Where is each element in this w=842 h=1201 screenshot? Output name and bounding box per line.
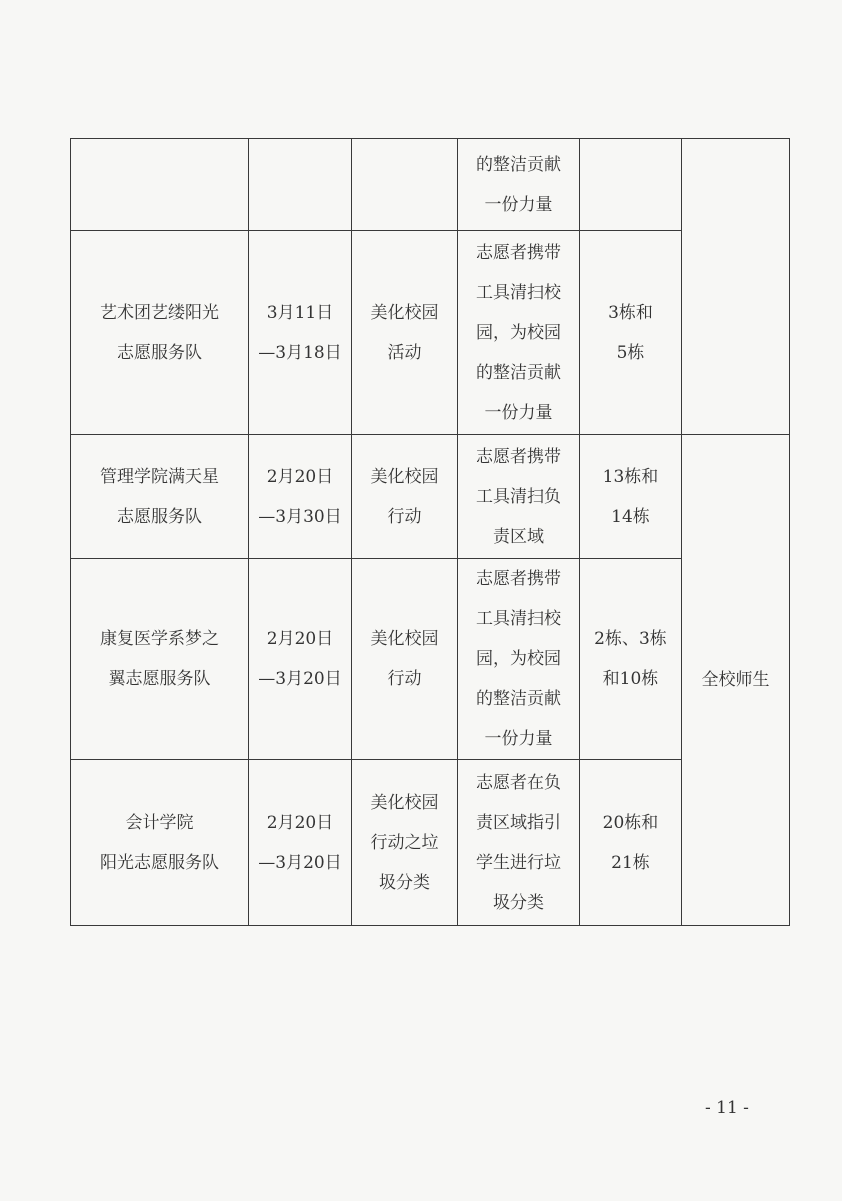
content-cell: 志愿者携带 工具清扫负 责区域: [458, 435, 580, 559]
activity-cell: 美化校园 行动之垃 圾分类: [352, 760, 458, 926]
org-cell: 艺术团艺缕阳光 志愿服务队: [71, 231, 249, 435]
org-cell: 康复医学系梦之 翼志愿服务队: [71, 559, 249, 760]
table-row: [71, 435, 790, 559]
table-row: [71, 139, 790, 231]
date-cell: 2月20日 —3月20日: [249, 559, 352, 760]
date-cell: 2月20日 —3月30日: [249, 435, 352, 559]
activity-cell: 美化校园 活动: [352, 231, 458, 435]
activity-cell: [352, 139, 458, 231]
activity-cell: 美化校园 行动: [352, 559, 458, 760]
participants-cell: 全校师生: [682, 435, 790, 926]
content-cell: 志愿者在负 责区域指引 学生进行垃 圾分类: [458, 760, 580, 926]
content-cell: 志愿者携带 工具清扫校 园，为校园 的整洁贡献 一份力量: [458, 231, 580, 435]
location-cell: [580, 139, 682, 231]
date-cell: [249, 139, 352, 231]
date-cell: 3月11日 —3月18日: [249, 231, 352, 435]
org-cell: [71, 139, 249, 231]
org-cell: 管理学院满天星 志愿服务队: [71, 435, 249, 559]
content-cell: 志愿者携带 工具清扫校 园，为校园 的整洁贡献 一份力量: [458, 559, 580, 760]
page-number: - 11 -: [705, 1098, 749, 1118]
content-cell: 的整洁贡献 一份力量: [458, 139, 580, 231]
location-cell: 3栋和 5栋: [580, 231, 682, 435]
org-cell: 会计学院 阳光志愿服务队: [71, 760, 249, 926]
activity-cell: 美化校园 行动: [352, 435, 458, 559]
activity-table: [70, 138, 790, 926]
location-cell: 20栋和 21栋: [580, 760, 682, 926]
participants-cell-empty: [682, 139, 790, 435]
location-cell: 13栋和 14栋: [580, 435, 682, 559]
date-cell: 2月20日 —3月20日: [249, 760, 352, 926]
location-cell: 2栋、3栋 和10栋: [580, 559, 682, 760]
